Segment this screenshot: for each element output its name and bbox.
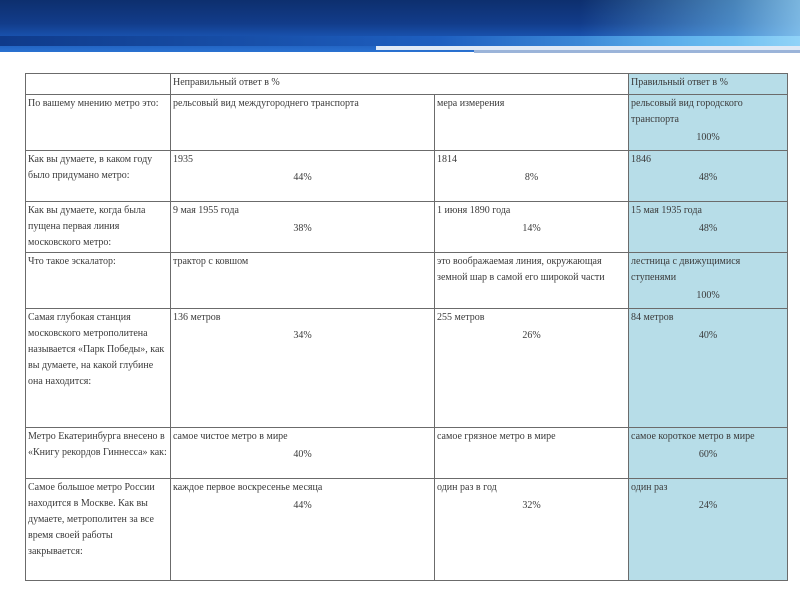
answer-text: это воображаемая линия, окружающая земной шар в самой его широкой части: [437, 256, 605, 283]
percent-value: 48%: [698, 223, 718, 234]
question-cell: Как вы думаете, когда была пущена первая линия московского метро:: [26, 202, 171, 253]
percent-value: 24%: [698, 500, 718, 511]
wrong-answer-cell: [171, 309, 435, 428]
wrong-answer-cell: [171, 95, 435, 151]
answer-text: 15 мая 1935 года: [631, 205, 702, 216]
correct-answer-cell: [629, 253, 788, 309]
answer-text: 84 метров: [631, 312, 674, 323]
answer-text: самое короткое метро в мире: [631, 431, 755, 442]
percent-value: 8%: [524, 172, 539, 183]
accent-bar-secondary: [474, 50, 800, 53]
percent-value: 48%: [698, 172, 718, 183]
question-cell: Как вы думаете, в каком году было придумано метро:: [26, 151, 171, 202]
answer-text: самое грязное метро в мире: [437, 431, 556, 442]
answer-text: 1846: [631, 154, 652, 165]
question-cell: Самая глубокая станция московского метрополитена называется «Парк Победы», как вы думаете, на какой глубине она находится:: [26, 309, 171, 428]
wrong-answer-cell: [435, 202, 629, 253]
wrong-answer-cell: [435, 95, 629, 151]
banner-glow: [580, 0, 800, 52]
percent-value: 100%: [696, 290, 720, 301]
answer-text: 9 мая 1955 года: [173, 205, 239, 216]
table-row: [26, 428, 788, 479]
answer-text: каждое первое воскресенье месяца: [173, 482, 323, 493]
question-cell: Самое большое метро России находится в Москве. Как вы думаете, метрополитен за все время своей работы закрывается:: [26, 479, 171, 581]
wrong-answer-cell: [171, 253, 435, 309]
table-header-row: [26, 74, 788, 95]
percent-value: 32%: [522, 500, 541, 511]
percent-value: 44%: [293, 172, 312, 183]
answer-text: самое чистое метро в мире: [173, 431, 288, 442]
percent-value: 38%: [293, 223, 312, 234]
table-row: [26, 479, 788, 581]
correct-answer-cell: [629, 95, 788, 151]
answer-text: рельсовый вид городского транспорта: [631, 98, 743, 125]
header-right-cell: Правильный ответ в %: [629, 74, 788, 95]
answer-text: 1814: [437, 154, 457, 165]
correct-answer-cell: [629, 479, 788, 581]
header-question-cell: [26, 74, 171, 95]
wrong-answer-cell: [171, 428, 435, 479]
survey-results-table: [25, 73, 788, 581]
answer-text: рельсовый вид междугороднего транспорта: [173, 98, 359, 109]
correct-answer-cell: [629, 151, 788, 202]
correct-answer-cell: [629, 202, 788, 253]
wrong-answer-cell: [171, 202, 435, 253]
answer-text: один раз: [631, 482, 668, 493]
question-cell: По вашему мнению метро это:: [26, 95, 171, 151]
table-row: [26, 253, 788, 309]
percent-value: 26%: [522, 330, 541, 341]
header-wrong-cell: Неправильный ответ в %: [171, 74, 629, 95]
answer-text: трактор с ковшом: [173, 256, 249, 267]
answer-text: 1 июня 1890 года: [437, 205, 511, 216]
wrong-answer-cell: [435, 151, 629, 202]
table-row: [26, 202, 788, 253]
answer-text: лестница с движущимися ступенями: [631, 256, 741, 283]
correct-answer-cell: [629, 309, 788, 428]
answer-text: один раз в год: [437, 482, 497, 493]
wrong-answer-cell: [171, 479, 435, 581]
wrong-answer-cell: [171, 151, 435, 202]
table-row: [26, 151, 788, 202]
wrong-answer-cell: [435, 253, 629, 309]
correct-answer-cell: [629, 428, 788, 479]
answer-text: 1935: [173, 154, 193, 165]
wrong-answer-cell: [435, 428, 629, 479]
answer-text: 255 метров: [437, 312, 485, 323]
wrong-answer-cell: [435, 479, 629, 581]
percent-value: 40%: [698, 330, 718, 341]
table-row: [26, 95, 788, 151]
percent-value: 60%: [698, 449, 718, 460]
percent-value: 40%: [293, 449, 312, 460]
table-row: [26, 309, 788, 428]
answer-text: 136 метров: [173, 312, 221, 323]
title-banner: [0, 0, 800, 52]
percent-value: 100%: [696, 132, 720, 143]
question-cell: Что такое эскалатор:: [26, 253, 171, 309]
question-cell: Метро Екатеринбурга внесено в «Книгу рекордов Гиннесса» как:: [26, 428, 171, 479]
percent-value: 44%: [293, 500, 312, 511]
percent-value: 34%: [293, 330, 312, 341]
answer-text: мера измерения: [437, 98, 505, 109]
percent-value: 14%: [522, 223, 541, 234]
wrong-answer-cell: [435, 309, 629, 428]
